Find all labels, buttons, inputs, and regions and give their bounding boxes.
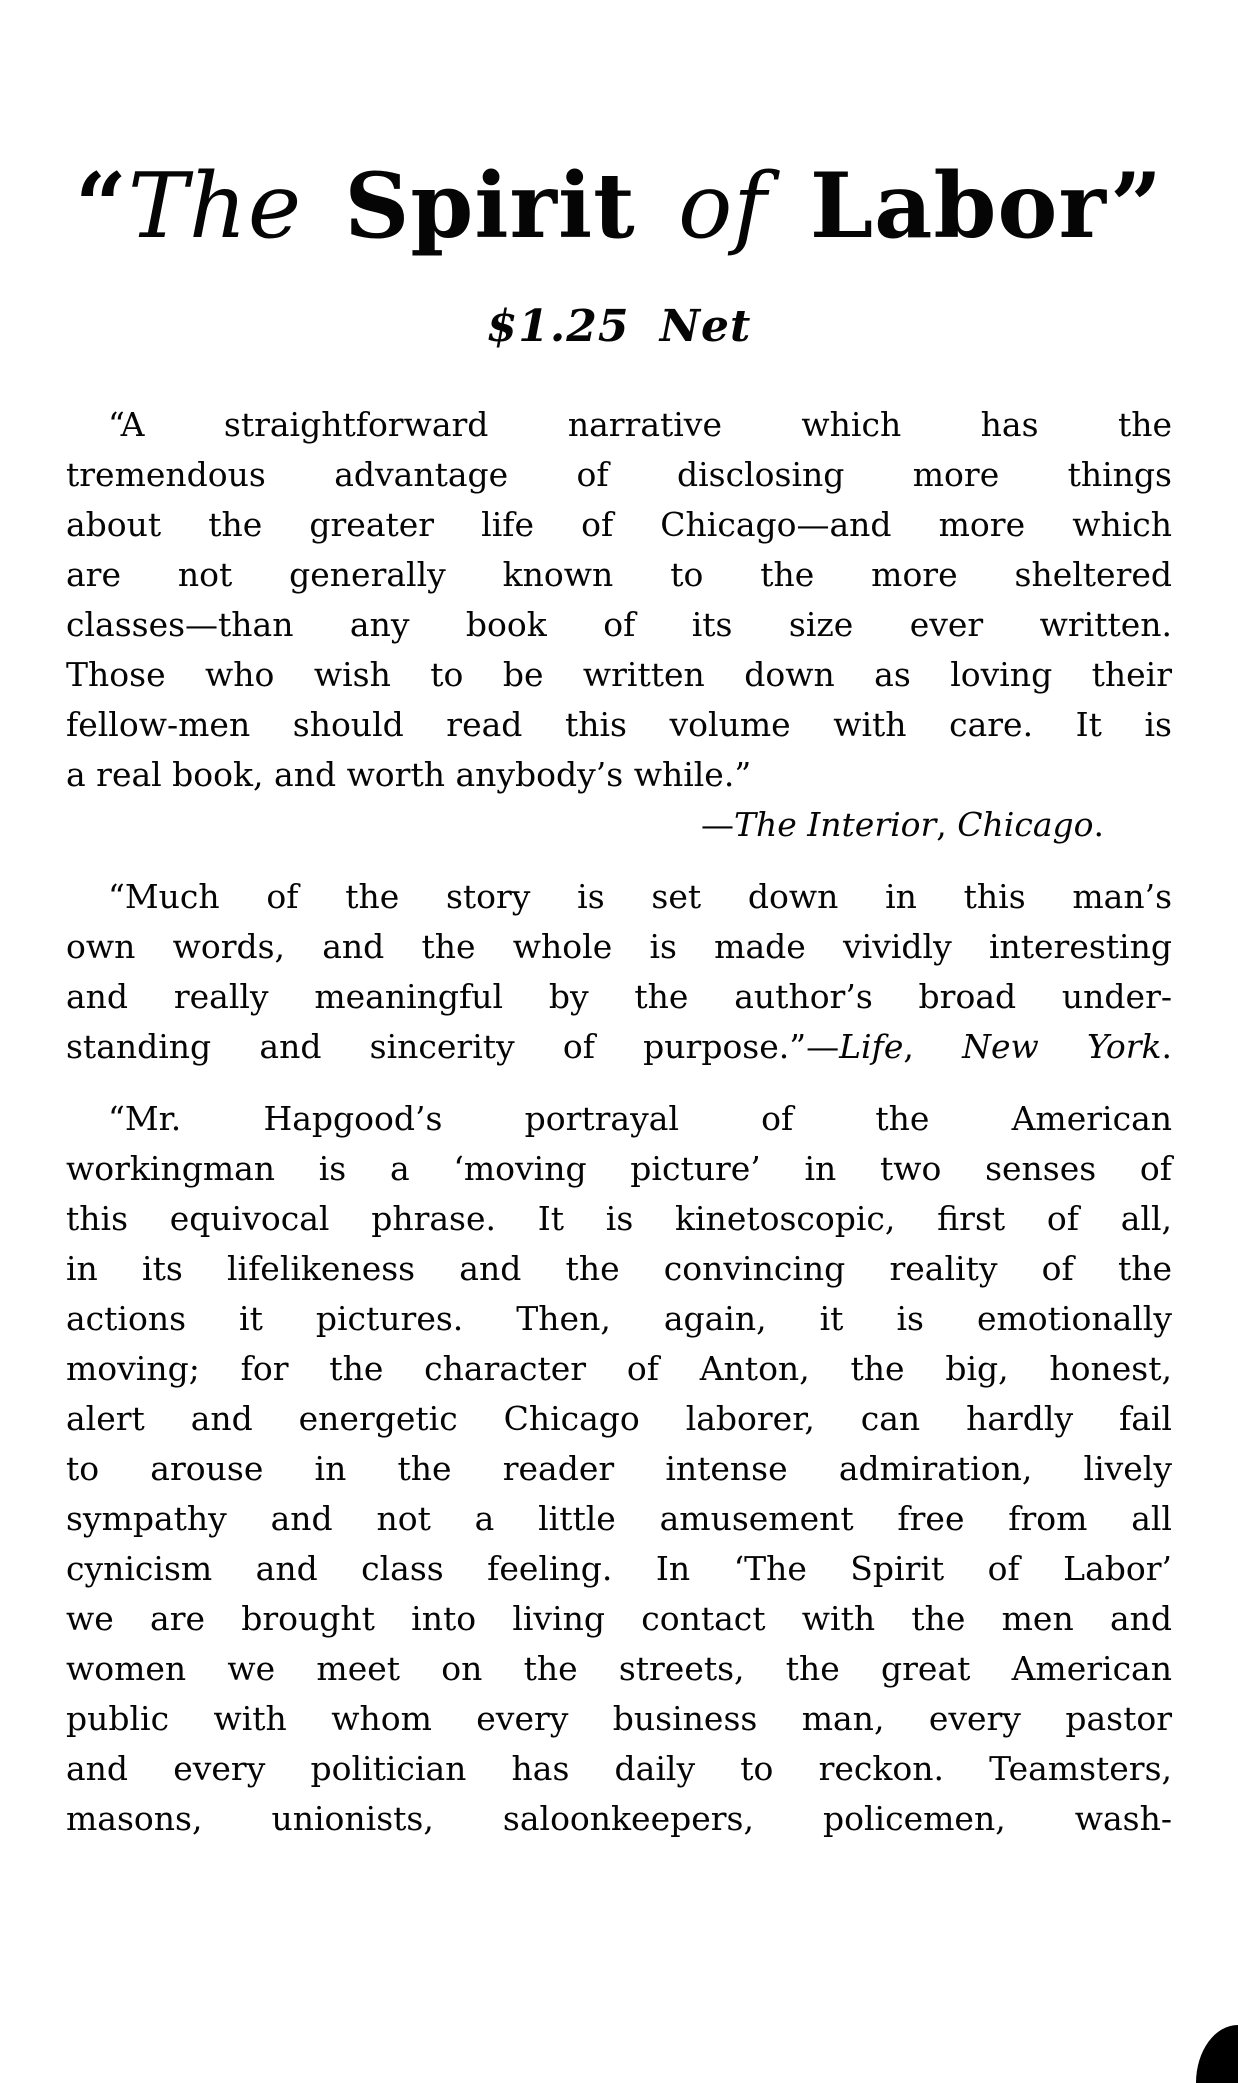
text-line	[66, 1344, 1172, 1394]
review-life-new-york	[66, 872, 1172, 1072]
text-line	[66, 750, 1172, 800]
price-line: $1.25 Net	[486, 301, 752, 352]
text-line	[66, 1244, 1172, 1294]
text-run: actions it pictures. Then, again, it is emotionally	[66, 1299, 1172, 1338]
text-line	[66, 1094, 1172, 1144]
text-run: to arouse in the reader intense admiration, lively	[66, 1449, 1172, 1488]
text-run: ,	[903, 1027, 963, 1066]
text-run: “A straightforward narrative which has the	[108, 405, 1172, 444]
text-run: “Much of the story is set down in this man’s	[108, 877, 1172, 916]
attribution-text: .	[1093, 805, 1104, 844]
page-corner-scan-artifact	[1196, 2025, 1238, 2083]
title-quote-open: “	[75, 153, 128, 259]
text-run: workingman is a ‘moving picture’ in two senses of	[66, 1149, 1172, 1188]
text-line	[66, 1444, 1172, 1494]
text-run: .	[1161, 1027, 1173, 1066]
text-run: tremendous advantage of disclosing more things	[66, 455, 1172, 494]
title-word-of: of	[678, 154, 768, 259]
italic-text-run: New York	[962, 1027, 1162, 1066]
text-line	[66, 872, 1172, 922]
text-line	[66, 1194, 1172, 1244]
title-word-the: The	[127, 154, 303, 259]
text-line	[66, 1494, 1172, 1544]
text-run: are not generally known to the more sheltered	[66, 555, 1172, 594]
text-run: own words, and the whole is made vividly interesting	[66, 927, 1172, 966]
text-line	[66, 700, 1172, 750]
text-line	[66, 450, 1172, 500]
text-line	[66, 1794, 1172, 1844]
book-title	[66, 152, 1172, 261]
text-line	[66, 650, 1172, 700]
text-line	[66, 972, 1172, 1022]
text-run: sympathy and not a little amusement free from all	[66, 1499, 1172, 1538]
text-line	[66, 500, 1172, 550]
text-run: and really meaningful by the author’s broad under-	[66, 977, 1172, 1016]
text-line	[66, 600, 1172, 650]
text-line	[66, 1644, 1172, 1694]
attribution-text: ,	[936, 805, 958, 844]
paragraphs	[66, 400, 1172, 1844]
title-word-labor: Labor	[767, 153, 1111, 259]
review-the-interior	[66, 400, 1172, 850]
text-run: alert and energetic Chicago laborer, can hardly fail	[66, 1399, 1172, 1438]
text-line	[66, 550, 1172, 600]
title-word-spirit: Spirit	[302, 153, 679, 259]
text-run: Those who wish to be written down as loving their	[66, 655, 1172, 694]
text-line	[66, 1022, 1172, 1072]
text-run: about the greater life of Chicago—and more which	[66, 505, 1172, 544]
text-line	[66, 1394, 1172, 1444]
text-run: a real book, and worth anybody’s while.”	[66, 755, 752, 794]
attribution-source: The Interior	[733, 805, 937, 844]
text-line	[66, 1744, 1172, 1794]
text-run: women we meet on the streets, the great American	[66, 1649, 1172, 1688]
text-run: masons, unionists, saloonkeepers, policemen, wash-	[66, 1799, 1172, 1838]
text-line	[66, 400, 1172, 450]
text-line	[66, 1544, 1172, 1594]
text-run: this equivocal phrase. It is kinetoscopic, first of all,	[66, 1199, 1172, 1238]
text-line	[66, 922, 1172, 972]
attribution-text: —	[700, 805, 734, 844]
text-line	[66, 1144, 1172, 1194]
text-run: classes—than any book of its size ever written.	[66, 605, 1172, 644]
text-run: fellow-men should read this volume with care. It is	[66, 705, 1172, 744]
text-run: we are brought into living contact with the men and	[66, 1599, 1172, 1638]
text-run: and every politician has daily to reckon. Teamsters,	[66, 1749, 1172, 1788]
text-run: “Mr. Hapgood’s portrayal of the American	[108, 1099, 1172, 1138]
text-line	[66, 1294, 1172, 1344]
text-run: cynicism and class feeling. In ‘The Spirit of Labor’	[66, 1549, 1172, 1588]
text-line	[66, 1594, 1172, 1644]
attribution-line	[66, 800, 1172, 850]
text-line	[66, 1694, 1172, 1744]
text-run: public with whom every business man, every pastor	[66, 1699, 1172, 1738]
title-quote-close: ”	[1110, 153, 1163, 259]
text-run: in its lifelikeness and the convincing reality of the	[66, 1249, 1172, 1288]
text-run: standing and sincerity of purpose.”—	[66, 1027, 840, 1066]
attribution-source: Chicago	[957, 805, 1094, 844]
text-run: moving; for the character of Anton, the big, honest,	[66, 1349, 1172, 1388]
review-hapgood-portrayal	[66, 1094, 1172, 1844]
italic-text-run: Life	[839, 1027, 904, 1066]
